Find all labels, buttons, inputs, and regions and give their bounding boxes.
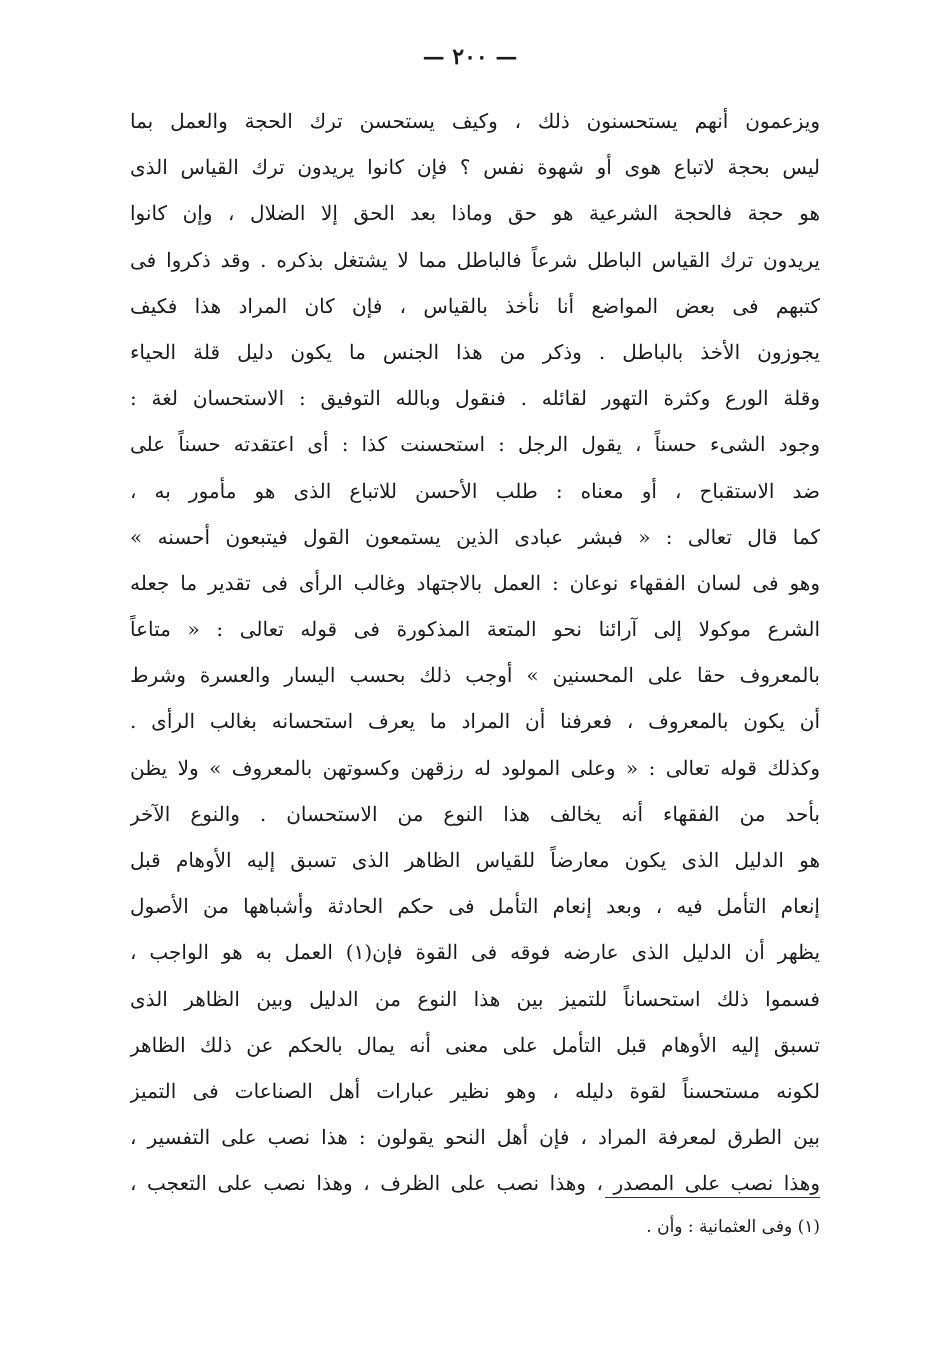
text-line: بأحد من الفقهاء أنه يخالف هذا النوع من الاستحسان . والنوع الآخر <box>130 801 820 826</box>
footnote: (١) وفى العثمانية : وأن . <box>646 1217 820 1237</box>
text-line: ضد الاستقباح ، أو معناه : طلب الأحسن للاتباع الذى هو مأمور به ، <box>130 478 820 503</box>
text-line: تسبق إليه الأوهام قبل التأمل على معنى أنه يمال بالحكم عن ذلك الظاهر <box>130 1032 820 1057</box>
text-line: يريدون ترك القياس الباطل شرعاً فالباطل مما لا يشتغل بذكره . وقد ذكروا فى <box>130 247 820 272</box>
text-line: وقلة الورع وكثرة التهور لقائله . فنقول وبالله التوفيق : الاستحسان لغة : <box>130 386 820 411</box>
text-line: هو حجة فالحجة الشرعية هو حق وماذا بعد الحق إلا الضلال ، وإن كانوا <box>130 201 820 226</box>
text-line: وهذا نصب على المصدر ، وهذا نصب على الظرف ، وهذا نصب على التعجب ، <box>130 1171 820 1196</box>
text-line: وكذلك قوله تعالى : « وعلى المولود له رزقهن وكسوتهن بالمعروف » ولا يظن <box>130 755 820 780</box>
text-line: لكونه مستحسناً لقوة دليله ، وهو نظير عبارات أهل الصناعات فى التميز <box>130 1078 820 1103</box>
page-number: — ٢٠٠ — <box>422 44 518 70</box>
text-line: إنعام التأمل فيه ، وبعد إنعام التأمل فى حكم الحادثة وأشباهها من الأصول <box>130 894 820 919</box>
text-line: بالمعروف حقا على المحسنين » أوجب ذلك بحسب اليسار والعسرة وشرط <box>130 663 820 688</box>
text-line: كتبهم فى بعض المواضع أنا نأخذ بالقياس ، فإن كان المراد هذا فكيف <box>130 293 820 318</box>
text-line: ويزعمون أنهم يستحسنون ذلك ، وكيف يستحسن ترك الحجة والعمل بما <box>130 109 820 133</box>
text-line: هو الدليل الذى يكون معارضاً للقياس الظاهر الذى تسبق إليه الأوهام قبل <box>130 848 820 872</box>
text-line: وجود الشىء حسناً ، يقول الرجل : استحسنت كذا : أى اعتقدته حسناً على <box>130 432 820 457</box>
text-line: ليس بحجة لاتباع هوى أو شهوة نفس ؟ فإن كانوا يريدون ترك القياس الذى <box>130 155 820 180</box>
text-line: الشرع موكولا إلى آرائنا نحو المتعة المذكورة فى قوله تعالى : « متاعاً <box>130 617 820 642</box>
text-line: يجوزون الأخذ بالباطل . وذكر من هذا الجنس ما يكون دليل قلة الحياء <box>130 339 820 364</box>
text-line: وهو فى لسان الفقهاء نوعان : العمل بالاجتهاد وغالب الرأى فى تقدير ما جعله <box>130 570 820 595</box>
text-line: كما قال تعالى : « فبشر عبادى الذين يستمعون القول فيتبعون أحسنه » <box>130 524 820 549</box>
footnote-divider <box>605 1197 820 1198</box>
text-line: يظهر أن الدليل الذى عارضه فوقه فى القوة فإن(١) العمل به هو الواجب ، <box>130 940 820 965</box>
text-line: بين الطرق لمعرفة المراد ، فإن أهل النحو يقولون : هذا نصب على التفسير ، <box>130 1125 820 1150</box>
text-line: أن يكون بالمعروف ، فعرفنا أن المراد ما يعرف استحسانه بغالب الرأى . <box>130 709 820 734</box>
text-line: فسموا ذلك استحساناً للتميز بين هذا النوع من الدليل وبين الظاهر الذى <box>130 986 820 1011</box>
body-text <box>130 98 820 1207</box>
